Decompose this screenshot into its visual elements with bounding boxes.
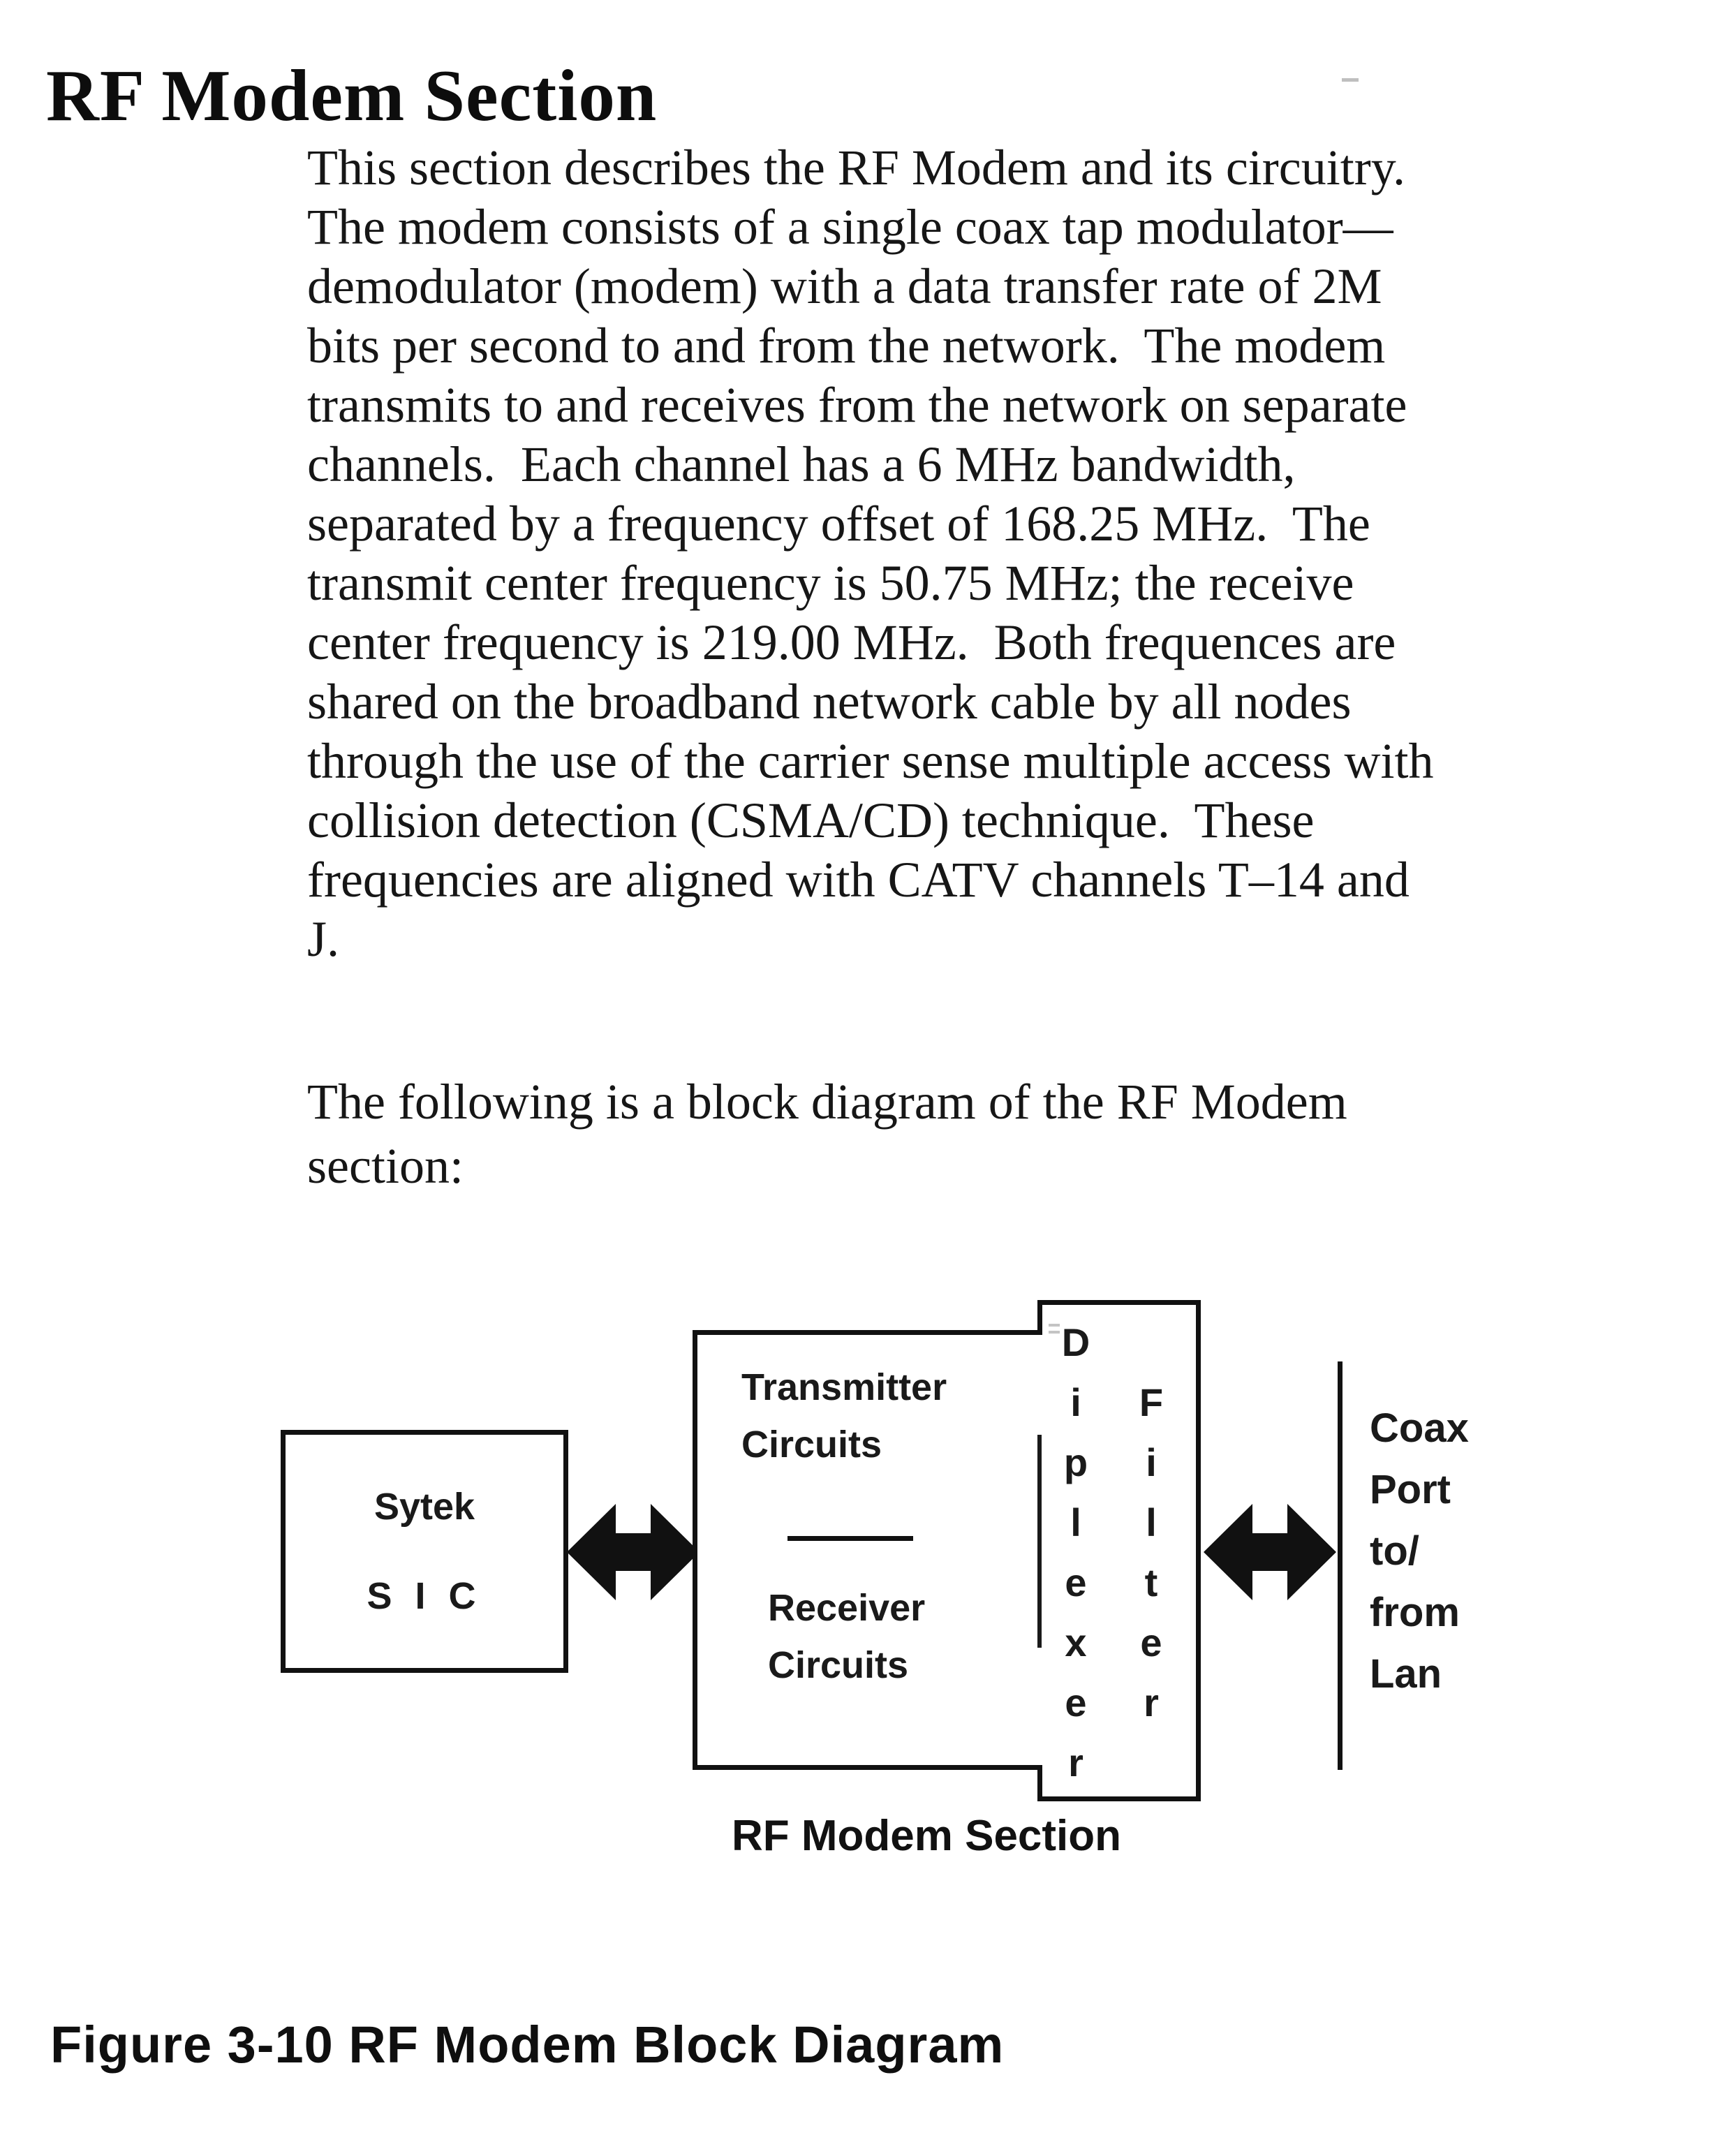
intro-paragraph: The following is a block diagram of the RF Modem section: xyxy=(307,1074,1347,1194)
body-paragraph: This section describes the RF Modem and its circuitry. The modem consists of a single coax tap modulator— demodulator (modem) with a data transfer rate of 2M bits per second to and from the network. The modem transmits to and receives from the network on separate channels. Each channel has a 6 MHz bandwidth, separated by a frequency offset of 168.25 MHz. The transmit center frequency is 50.75 MHz; the receive center frequency is 219.00 MHz. Both frequences are shared on the broadband network cable by all nodes through the use of the carrier sense multiple access with collision detection (CSMA/CD) technique. These frequencies are aligned with CATV channels T–14 and J. xyxy=(307,140,1434,967)
diplexer-left-edge-bottom xyxy=(1037,1765,1042,1801)
diplexer-partition-line xyxy=(1037,1435,1042,1648)
scan-artifact xyxy=(1342,78,1359,82)
diplexer-vertical-label: D i p l e x e r xyxy=(1061,1320,1090,1785)
receiver-circuits-label: Receiver Circuits xyxy=(768,1587,926,1686)
page-title: RF Modem Section xyxy=(46,54,658,137)
diagram-section-label: RF Modem Section xyxy=(732,1812,1122,1860)
filter-vertical-label: F i l t e r xyxy=(1139,1380,1164,1725)
diplexer-left-edge-top xyxy=(1037,1300,1042,1335)
coax-port-line xyxy=(1338,1361,1343,1770)
bidirectional-arrow-right xyxy=(1204,1500,1336,1604)
transmitter-circuits-label: Transmitter Circuits xyxy=(741,1366,947,1465)
figure-caption: Figure 3-10 RF Modem Block Diagram xyxy=(50,2016,1005,2074)
coax-port-label: Coax Port to/ from Lan xyxy=(1370,1405,1469,1697)
sytek-label: Sytek xyxy=(373,1486,475,1528)
scan-artifact xyxy=(1049,1324,1060,1335)
circuits-divider-line xyxy=(787,1536,913,1541)
sytek-sic-box xyxy=(281,1430,568,1673)
bidirectional-arrow-left xyxy=(567,1500,700,1604)
sic-label: S I C xyxy=(367,1575,482,1617)
